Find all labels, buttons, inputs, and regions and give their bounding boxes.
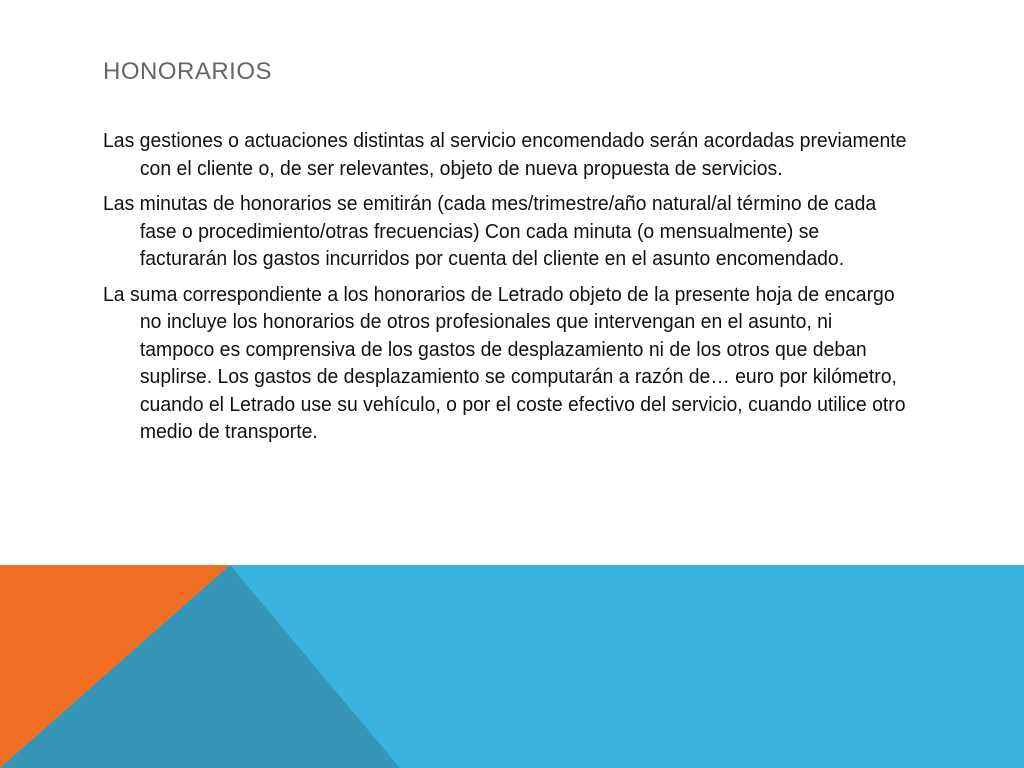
paragraph-1: Las gestiones o actuaciones distintas al servicio encomendado serán acordadas previamente con el cliente o, de ser relevantes, objeto de nueva propuesta de servicios. bbox=[103, 130, 907, 180]
slide-body bbox=[103, 128, 908, 455]
slide-title: HONORARIOS bbox=[103, 58, 273, 85]
paragraph-2: Las minutas de honorarios se emitirán (cada mes/trimestre/año natural/al término de cada fase o procedimiento/otras frecuencias) Con cada minuta (o mensualmente) se facturarán los gastos incurridos por cuenta del cliente en el asunto encomendado. bbox=[103, 193, 877, 270]
paragraph-3: La suma correspondiente a los honorarios de Letrado objeto de la presente hoja de encargo no incluye los honorarios de otros profesionales que intervengan en el asunto, ni tampoco es comprensiva de los gastos de desplazamiento ni de los otros que deban suplirse. Los gastos de desplazamiento se computarán a razón de… euro por kilómetro, cuando el Letrado use su vehículo, o por el coste efectivo del servicio, cuando utilice otro medio de transporte. bbox=[103, 283, 906, 443]
decorative-footer bbox=[0, 565, 1024, 768]
